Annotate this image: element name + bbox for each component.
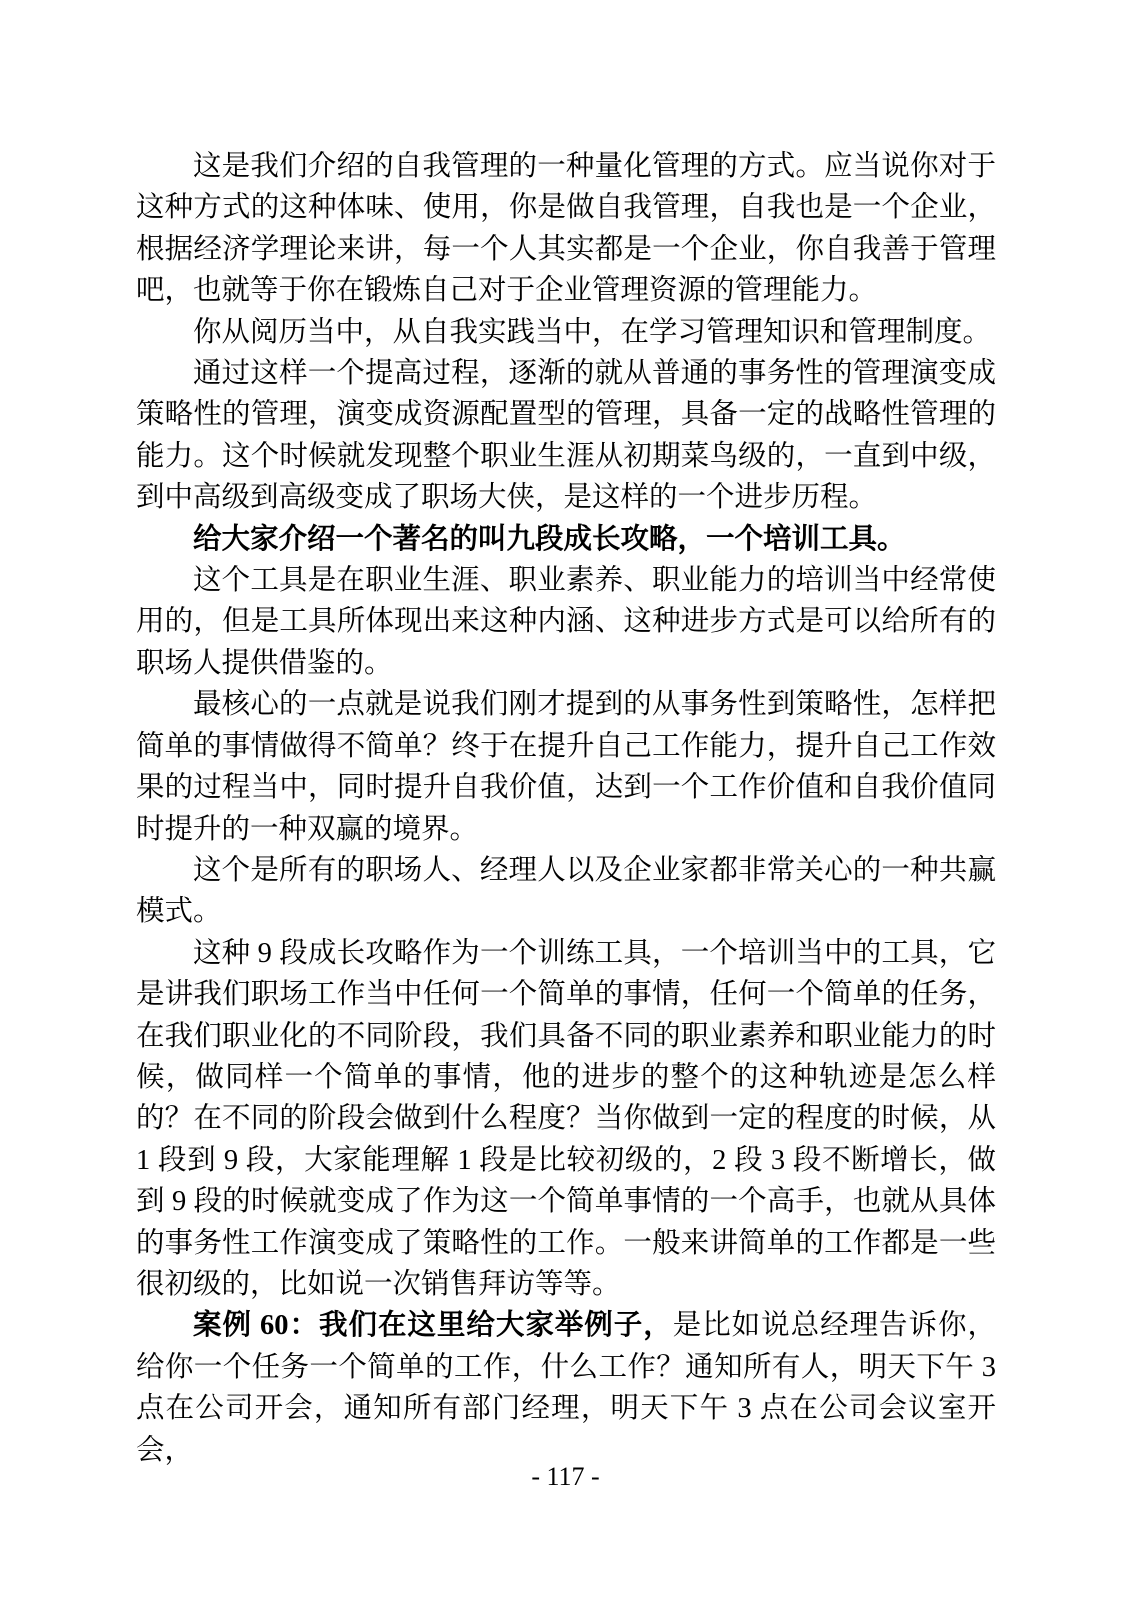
paragraph-career-progress: 通过这样一个提高过程，逐渐的就从普通的事务性的管理演变成策略性的管理，演变成资源配置型的管理，具备一定的战略性管理的能力。这个时候就发现整个职业生涯从初期菜鸟级的，一直到中级，到中高级到高级变成了职场大侠，是这样的一个进步历程。 [136, 358, 996, 514]
case-60-label: 案例 60：我们在这里给大家举例子， [193, 1310, 673, 1342]
paragraph-tool-usage: 这个工具是在职业生涯、职业素养、职业能力的培训当中经常使用的，但是工具所体现出来这种内涵、这种进步方式是可以给所有的职场人提供借鉴的。 [136, 565, 996, 679]
section-heading-nine-stage: 给大家介绍一个著名的叫九段成长攻略，一个培训工具。 [193, 523, 906, 555]
paragraph-win-win: 这个是所有的职场人、经理人以及企业家都非常关心的一种共赢模式。 [136, 854, 996, 928]
paragraph-case-60 [136, 1305, 996, 1471]
paragraph-nine-stage-detail: 这种 9 段成长攻略作为一个训练工具，一个培训当中的工具，它是讲我们职场工作当中任何一个简单的事情，任何一个简单的任务，在我们职业化的不同阶段，我们具备不同的职业素养和职业能力的时候，做同样一个简单的事情，他的进步的整个的这种轨迹是怎么样的？在不同的阶段会做到什么程度？当你做到一定的程度的时候，从 1 段到 9 段，大家能理解 1 段是比较初级的，2 段 3 段不断增长，做到 9 段的时候就变成了作为这一个简单事情的一个高手，也就从具体的事务性工作演变成了策略性的工作。一般来讲简单的工作都是一些很初级的，比如说一次销售拜访等等。 [136, 937, 996, 1300]
page-body [136, 146, 996, 1471]
page-footer [0, 1460, 1131, 1494]
paragraph-core-point: 最核心的一点就是说我们刚才提到的从事务性到策略性，怎样把简单的事情做得不简单？终于在提升自己工作能力，提升自己工作效果的过程当中，同时提升自我价值，达到一个工作价值和自我价值同时提升的一种双赢的境界。 [136, 689, 996, 845]
page-number: - 117 - [531, 1462, 600, 1491]
case-60-text: 是比如说总经理告诉你，给你一个任务一个简单的工作，什么工作？通知所有人，明天下午 3 点在公司开会，通知所有部门经理，明天下午 3 点在公司会议室开会， [136, 1310, 996, 1466]
paragraph-self-management: 这是我们介绍的自我管理的一种量化管理的方式。应当说你对于这种方式的这种体味、使用，你是做自我管理，自我也是一个企业，根据经济学理论来讲，每一个人其实都是一个企业，你自我善于管理吧，也就等于你在锻炼自己对于企业管理资源的管理能力。 [136, 151, 996, 307]
paragraph-learning: 你从阅历当中，从自我实践当中，在学习管理知识和管理制度。 [193, 316, 992, 348]
